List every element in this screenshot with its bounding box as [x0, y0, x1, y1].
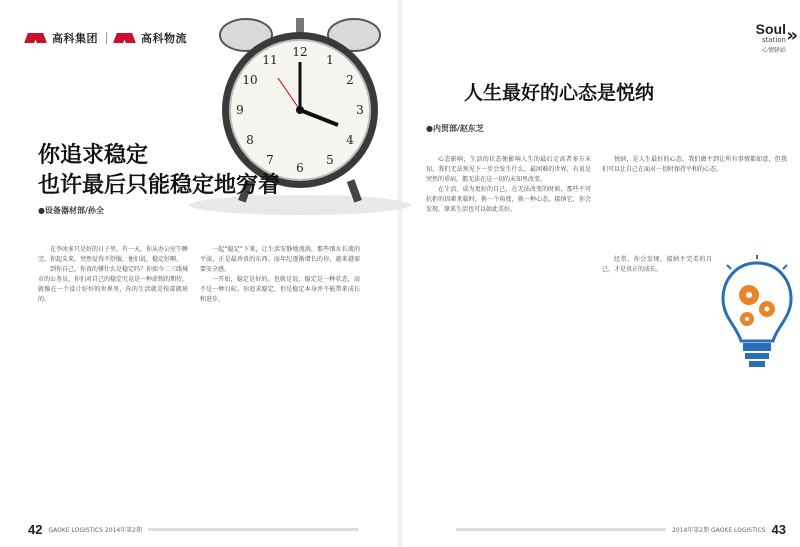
- svg-text:6: 6: [296, 161, 304, 175]
- page-number: 43: [771, 522, 786, 537]
- paragraph: 一起“稳定”下来，让生活安静地流淌，那些细水长流的平淡，正是最珍贵的东西。而年纪逐渐增长的你，越来越需要安全感。: [200, 246, 360, 273]
- paragraph: 经常，你会发现，接纳不完美的自己，才是真正的成长。: [602, 256, 712, 273]
- article-body-column-3: [602, 255, 712, 525]
- article-body-column-1: [38, 245, 188, 510]
- paragraph: 一开始，稳定是好的。也就是说，稳定是一种状态，而不是一种目标。你追求稳定，但是稳定本身并不能带来成长和进步。: [200, 276, 360, 303]
- svg-text:2: 2: [346, 73, 354, 87]
- article-author: ●设备器材部/孙全: [38, 206, 104, 215]
- chevron-right-icon: »: [786, 25, 798, 46]
- paragraph: 心态影响，生活的状态便影响人生的最后走高者多方未知，我们无法预见下一步会发生什么，最困难的世界，有说是突然的重病，都无法在这一切的未知里改变。: [426, 156, 591, 183]
- article-author: ●内贸部/赵东芝: [426, 124, 484, 133]
- page-number: 42: [28, 522, 43, 537]
- logo-divider: [106, 32, 107, 44]
- right-footer: [456, 522, 786, 537]
- svg-text:8: 8: [246, 133, 254, 147]
- brand-name-logistics: 高科物流: [141, 32, 187, 45]
- article-title: 人生最好的心态是悦纳: [464, 82, 655, 104]
- brand-name-group: 高科集团: [52, 32, 98, 45]
- svg-text:5: 5: [326, 153, 334, 167]
- article-title: [38, 140, 280, 200]
- footer-text: 2014年第2期 GAOKE LOGISTICS: [672, 527, 766, 534]
- svg-text:9: 9: [236, 103, 244, 117]
- svg-text:4: 4: [346, 133, 354, 147]
- section-title: Soul: [755, 21, 786, 37]
- section-name-cn: 心情驿站: [761, 47, 786, 54]
- right-page: [402, 0, 800, 547]
- svg-text:3: 3: [356, 103, 364, 117]
- left-page: [0, 0, 398, 547]
- gaoke-logistics-logo-icon: [115, 31, 137, 45]
- paragraph: 在生活，成为更好的自己，在无法改变的时候，那些不可抗拒的因素来临时，换一个角度，换一种心态，接纳它，你会发现，原来生活也可以如此美好。: [426, 186, 591, 213]
- section-header: [756, 22, 786, 54]
- svg-text:12: 12: [292, 45, 308, 59]
- article-body-column-2: [602, 155, 787, 250]
- article-title-line-2: 也许最后只能稳定地穷着: [38, 172, 281, 198]
- footer-rule: [148, 528, 358, 531]
- footer-text: GAOKE LOGISTICS 2014年第2期: [48, 527, 142, 534]
- gaoke-logo-icon: [26, 31, 48, 45]
- article-title-line-1: 你追求稳定: [38, 142, 149, 168]
- lightbulb-gears-illustration: [717, 255, 797, 385]
- paragraph: 在李冰多只是好的日子里，有一天，你从办公室午睡完，你起头来，突然觉得不舒服，他们说，稳定好啊。: [38, 246, 188, 263]
- left-footer: [28, 522, 358, 537]
- svg-text:7: 7: [266, 153, 274, 167]
- footer-rule: [456, 528, 666, 531]
- svg-text:11: 11: [262, 53, 278, 67]
- svg-text:1: 1: [326, 53, 334, 67]
- svg-text:10: 10: [242, 73, 258, 87]
- article-body-column-1: [426, 155, 591, 525]
- paragraph: 悦纳，是人生最好的心态。我们做不到让所有事情都如意，但我们可以让自己在面对一切时保持平和的心态。: [602, 156, 787, 173]
- article-body-column-2: [200, 245, 360, 510]
- paragraph: 到你自己，你真的懂什么是稳定吗？你如今二三线城市的公务员，你们对自己的稳定究竟是一种虚假的期待，就像在一个设计好好的世界里，你的生活就是按部就班的。: [38, 266, 188, 303]
- section-subtitle: station: [761, 36, 786, 44]
